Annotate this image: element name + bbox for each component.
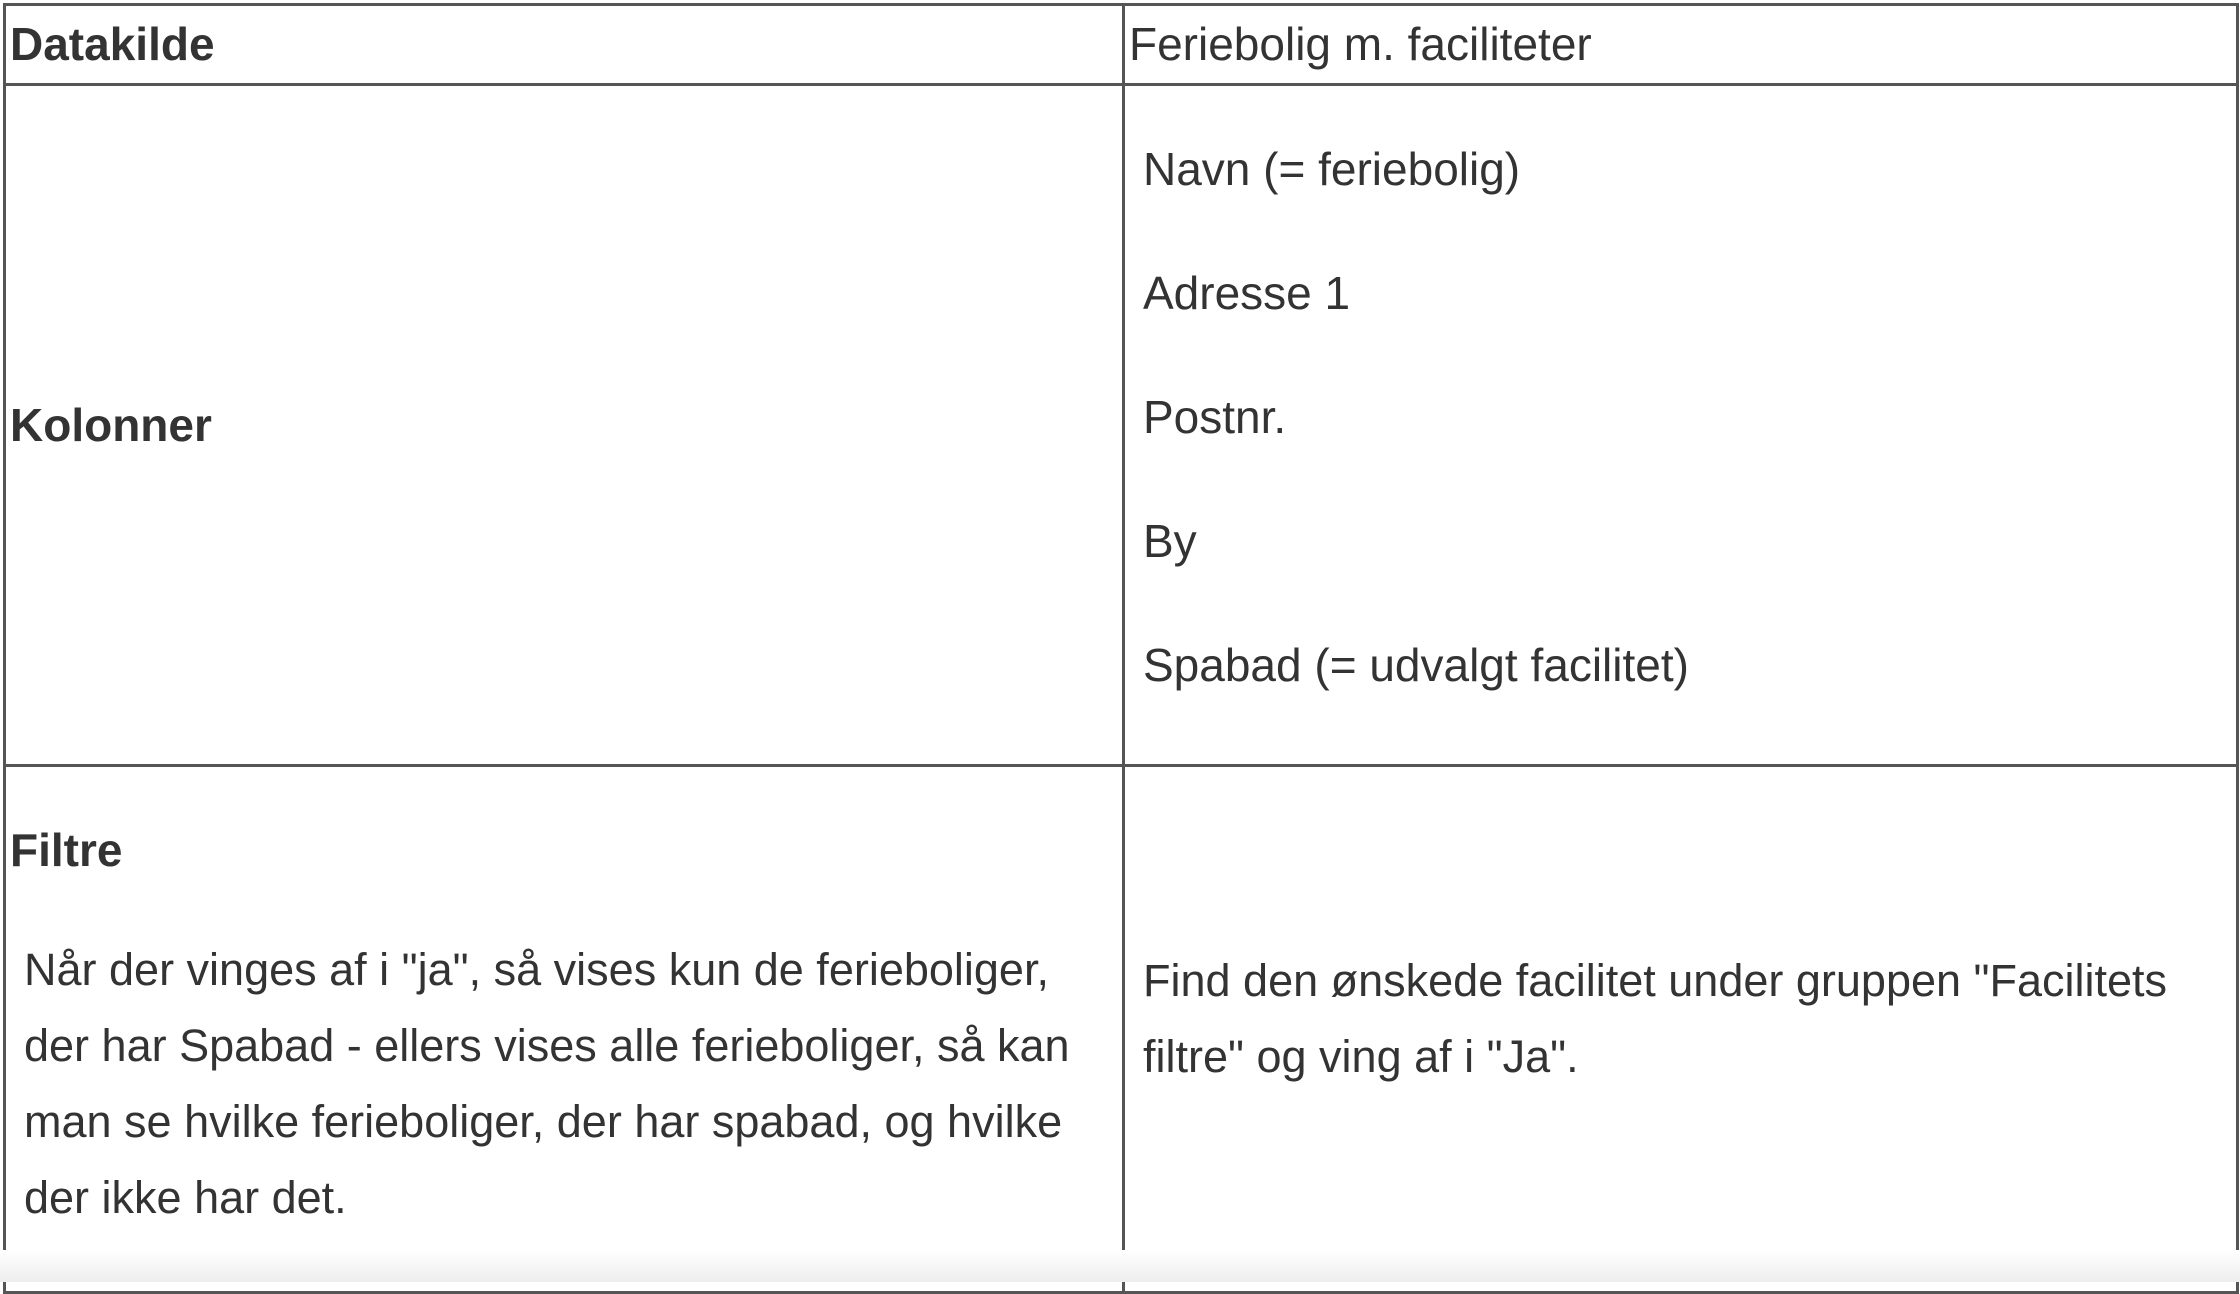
filtre-cell — [5, 766, 1124, 1293]
config-table — [3, 3, 2239, 1294]
filtre-label: Filtre — [10, 824, 123, 876]
table-row-datakilde — [5, 5, 2238, 85]
column-item-navn: Navn (= feriebolig) — [1143, 143, 1521, 195]
column-item-postnr: Postnr. — [1143, 391, 1287, 443]
column-item-by: By — [1143, 515, 1197, 567]
kolonner-list — [1124, 85, 2238, 766]
filtre-instruction: Find den ønskede facilitet under gruppen "Facilitets filtre" og ving af i "Ja". — [1143, 955, 2168, 1082]
table-row-filtre — [5, 766, 2238, 1293]
column-item-adresse: Adresse 1 — [1143, 267, 1351, 319]
column-item-spabad: Spabad (= udvalgt facilitet) — [1143, 639, 1689, 691]
datakilde-label: Datakilde — [5, 5, 1124, 85]
kolonner-label: Kolonner — [5, 85, 1124, 766]
table-row-kolonner — [5, 85, 2238, 766]
filtre-instruction-cell — [1124, 766, 2238, 1293]
datakilde-value: Feriebolig m. faciliteter — [1124, 5, 2238, 85]
filtre-description: Når der vinges af i "ja", så vises kun de ferieboliger, der har Spabad - ellers vises alle ferieboliger, så kan man se hvilke ferieboliger, der har spabad, og hvilke der ikke har det. — [24, 943, 1070, 1223]
